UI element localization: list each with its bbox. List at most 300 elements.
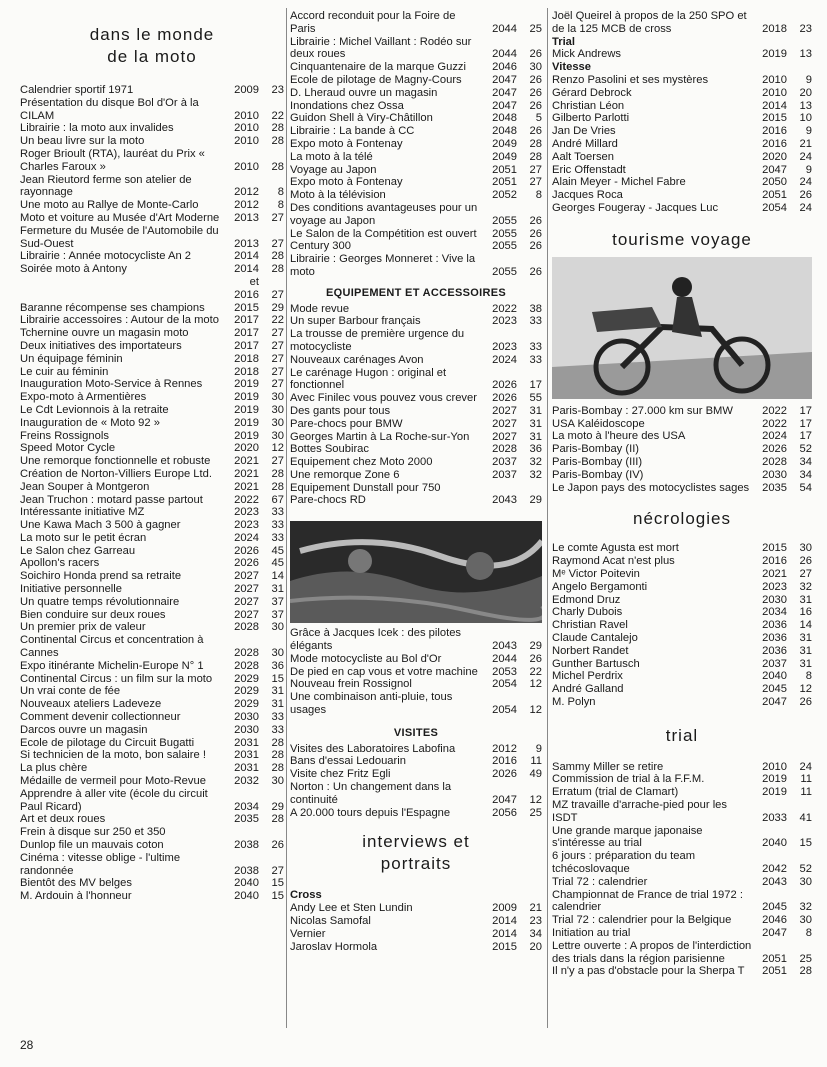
entry-page: 27 bbox=[799, 567, 812, 580]
entry-title bbox=[20, 660, 225, 673]
entry-title-text: Lettre ouverte : A propos de l'interdiction des trials dans la région parisienne bbox=[552, 939, 752, 965]
entry-issue: 2017 bbox=[234, 339, 259, 352]
entry-title-text: Bien conduire sur deux roues bbox=[20, 608, 166, 621]
entry-page: 31 bbox=[529, 417, 542, 430]
entry-issue: 2051 bbox=[492, 176, 517, 189]
section-title-line: interviews et bbox=[362, 832, 470, 852]
entry-title bbox=[20, 468, 225, 481]
entry-title-text: De pied en cap vous et votre machine bbox=[290, 665, 478, 678]
entry-page: 22 bbox=[529, 665, 542, 678]
entry-issue: 2016 bbox=[762, 555, 787, 568]
entry-page: 34 bbox=[799, 455, 812, 468]
entry-title-text: Librairie accessoires : Autour de la moto bbox=[20, 314, 219, 327]
entry-title-text: Visite chez Fritz Egli bbox=[290, 768, 391, 781]
entry-title bbox=[290, 328, 483, 354]
entry bbox=[20, 852, 284, 878]
entry bbox=[20, 494, 284, 507]
entry-title-text: USA Kaléidoscope bbox=[552, 417, 645, 430]
entry-issue: 2054 bbox=[492, 704, 517, 717]
entry-title-text: La moto à la télé bbox=[290, 150, 373, 163]
entry-title-text: Equipement Dunstall pour 750 bbox=[290, 481, 441, 494]
entry-issue: 2037 bbox=[762, 657, 787, 670]
entry-title-text: Le Salon chez Garreau bbox=[20, 544, 136, 557]
entry-issue: 2016 bbox=[762, 137, 787, 150]
entry-title-text: Freins Rossignols bbox=[20, 429, 109, 442]
entry-title bbox=[20, 391, 225, 404]
entry-title bbox=[290, 74, 483, 87]
entry bbox=[20, 468, 284, 481]
entry bbox=[552, 125, 812, 138]
entry-title bbox=[20, 877, 225, 890]
entry-title bbox=[552, 632, 753, 645]
entry bbox=[290, 902, 542, 915]
entry-title bbox=[552, 469, 753, 482]
entry-issue: 2023 bbox=[762, 580, 787, 593]
entry-page: 14 bbox=[271, 570, 284, 583]
entry-page: 28 bbox=[271, 736, 284, 749]
entry-title-text: Cinquantenaire de la marque Guzzi bbox=[290, 61, 466, 74]
entry-issue: 2047 bbox=[762, 163, 787, 176]
entry-title bbox=[290, 418, 483, 431]
entry bbox=[290, 164, 542, 177]
entry-title bbox=[552, 125, 753, 138]
entry-title-text: Paris-Bombay (IV) bbox=[552, 468, 644, 481]
entry bbox=[290, 691, 542, 717]
entry-issue: 2031 bbox=[234, 736, 259, 749]
entry-issue: 2029 bbox=[234, 698, 259, 711]
entry bbox=[552, 825, 812, 851]
entry-title bbox=[290, 456, 483, 469]
entry-title-text: Jean Souper à Montgeron bbox=[20, 480, 150, 493]
subsection-title-equipement: EQUIPEMENT ET ACCESSOIRES bbox=[325, 286, 507, 299]
entry-title bbox=[20, 122, 225, 135]
entry-title-text: Dunlop file un mauvais coton bbox=[20, 839, 164, 852]
entry-issue: 2035 bbox=[234, 813, 259, 826]
entry-title-text: Un beau livre sur la moto bbox=[20, 135, 145, 148]
entry bbox=[20, 813, 284, 826]
entry-issue: 2019 bbox=[762, 773, 787, 786]
entry bbox=[552, 786, 812, 799]
entry-page: 12 bbox=[529, 678, 542, 691]
entry bbox=[20, 839, 284, 852]
entry-issue: 2014 bbox=[234, 263, 259, 276]
entry-page: 36 bbox=[529, 443, 542, 456]
entry-title bbox=[20, 532, 225, 545]
entry-page: 29 bbox=[529, 494, 542, 507]
entry-title bbox=[20, 455, 225, 468]
entry-issue: 2012 bbox=[234, 199, 259, 212]
entry-title-text: Librairie : Michel Vaillant : Rodéo sur deux roues bbox=[290, 35, 472, 61]
entry-page: 30 bbox=[271, 416, 284, 429]
entry bbox=[20, 97, 284, 123]
entry-page: 28 bbox=[271, 762, 284, 775]
entry-issue: 2052 bbox=[492, 189, 517, 202]
entry-title-text: Librairie : la moto aux invalides bbox=[20, 122, 174, 135]
entry-page: 20 bbox=[799, 86, 812, 99]
entry-page: 27 bbox=[271, 352, 284, 365]
entry-title-text: Ecole de pilotage du Circuit Bugatti bbox=[20, 736, 195, 749]
entry-issue: 2014 bbox=[234, 250, 259, 263]
entry bbox=[290, 431, 542, 444]
entry bbox=[20, 621, 284, 634]
entry-title-text: Création de Norton-Villiers Europe Ltd. bbox=[20, 467, 212, 480]
entry-title-text: Ecole de pilotage de Magny-Cours bbox=[290, 73, 462, 86]
entry-issue: 2026 bbox=[234, 557, 259, 570]
entry-title-text: Une remorque fonctionnelle et robuste bbox=[20, 455, 211, 468]
entry-title bbox=[20, 673, 225, 686]
entry-issue: 2022 bbox=[762, 404, 787, 417]
entry-title-text: La trousse de première urgence du motocycliste bbox=[290, 328, 465, 353]
entry bbox=[290, 151, 542, 164]
entry-title-text: Jacques Roca bbox=[552, 189, 623, 202]
entry-issue: 2023 bbox=[234, 506, 259, 519]
entry bbox=[20, 634, 284, 660]
entry-title-text: Expo-moto à Armentières bbox=[20, 391, 147, 404]
entry-title bbox=[20, 481, 225, 494]
entry-title-text: Fermeture du Musée de l'Automobile du Sud-Ouest bbox=[20, 224, 219, 250]
entry-title bbox=[290, 482, 483, 495]
entry-issue: 2015 bbox=[762, 112, 787, 125]
entry bbox=[290, 87, 542, 100]
entry-title-text: Joël Queirel à propos de la 250 SPO et de la 125 MCB de cross bbox=[552, 10, 747, 35]
entry bbox=[20, 596, 284, 609]
entry-title-text: Vernier bbox=[290, 927, 326, 940]
entry-title-text: Christian Léon bbox=[552, 99, 625, 112]
entry-page: 8 bbox=[805, 927, 812, 940]
entry-list bbox=[290, 902, 542, 953]
entry bbox=[290, 928, 542, 941]
entry-title-text: Nouveaux ateliers Ladeveze bbox=[20, 698, 162, 711]
entry bbox=[20, 762, 284, 775]
entry-issue: 2014 bbox=[492, 915, 517, 928]
entry-title-text: MZ travaille d'arrache-pied pour les ISDT bbox=[552, 799, 727, 824]
entry-issue: 2013 bbox=[234, 211, 259, 224]
entry-page: 10 bbox=[799, 112, 812, 125]
entry-issue: 2021 bbox=[234, 455, 259, 468]
entry-list bbox=[290, 303, 542, 508]
entry-title-text: Médaille de vermeil pour Moto-Revue bbox=[20, 775, 206, 788]
entry-title bbox=[552, 443, 753, 456]
entry-title-text: Jean Rieutord ferme son atelier de rayonnage bbox=[20, 173, 192, 199]
entry-page: 26 bbox=[529, 99, 542, 112]
entry-title bbox=[552, 889, 753, 915]
entry-title-text: Librairie : La bande à CC bbox=[290, 125, 415, 138]
entry-issue: 2029 bbox=[234, 672, 259, 685]
entry-title bbox=[290, 902, 483, 915]
entry-page: 31 bbox=[799, 631, 812, 644]
entry-title-text: La moto sur le petit écran bbox=[20, 531, 147, 544]
entry-issue: 2047 bbox=[492, 793, 517, 806]
entry-issue: 2010 bbox=[234, 122, 259, 135]
entry-issue: 2010 bbox=[234, 160, 259, 173]
entry bbox=[20, 506, 284, 519]
entry-issue: 2021 bbox=[762, 567, 787, 580]
entry-title bbox=[290, 354, 483, 367]
entry-title bbox=[290, 367, 483, 393]
entry-title bbox=[20, 417, 225, 430]
entry-page: 11 bbox=[800, 786, 812, 799]
entry bbox=[552, 761, 812, 774]
entry-page: 31 bbox=[271, 583, 284, 596]
entry-issue: 2043 bbox=[492, 640, 517, 653]
entry-title-text: Apprendre à aller vite (école du circuit Paul Ricard) bbox=[20, 787, 208, 813]
entry-title-text: Michel Perdrix bbox=[552, 670, 623, 683]
entry-issue: 2019 bbox=[234, 429, 259, 442]
entry-title-text: Nouveau frein Rossignol bbox=[290, 678, 412, 691]
entry-page: 28 bbox=[271, 250, 284, 263]
entry-title bbox=[552, 965, 753, 978]
entry-page: 27 bbox=[271, 864, 284, 877]
entry-title-text: Bientôt des MV belges bbox=[20, 877, 132, 890]
entry-page: 33 bbox=[271, 506, 284, 519]
entry-title bbox=[290, 691, 483, 717]
entry-title-text: Nicolas Samofal bbox=[290, 915, 371, 928]
entry bbox=[20, 519, 284, 532]
entry-title bbox=[552, 176, 753, 189]
entry bbox=[20, 84, 284, 97]
entry bbox=[290, 768, 542, 781]
entry-issue: 2048 bbox=[492, 125, 517, 138]
entry-page: 5 bbox=[535, 112, 542, 125]
entry-page: 30 bbox=[799, 542, 812, 555]
entry-page: 26 bbox=[799, 555, 812, 568]
entry-issue: 2028 bbox=[234, 659, 259, 672]
entry-page: 28 bbox=[271, 160, 284, 173]
entry-title bbox=[290, 915, 483, 928]
entry-title-text: Norbert Randet bbox=[552, 644, 629, 657]
entry-title bbox=[552, 670, 753, 683]
entry-title-text: Le comte Agusta est mort bbox=[552, 542, 679, 555]
entry-title bbox=[552, 773, 753, 786]
entry-title bbox=[290, 678, 483, 691]
entry-issue: 2037 bbox=[492, 456, 517, 469]
entry-page: 24 bbox=[799, 150, 812, 163]
entry bbox=[20, 199, 284, 212]
entry bbox=[552, 914, 812, 927]
entry-title bbox=[20, 826, 225, 839]
entry-title bbox=[290, 138, 483, 151]
entry-title-text: Charly Dubois bbox=[552, 606, 623, 619]
entry-page: 37 bbox=[271, 608, 284, 621]
entry-title bbox=[552, 10, 753, 36]
entry bbox=[20, 391, 284, 404]
entry bbox=[552, 670, 812, 683]
entry-issue: 2047 bbox=[762, 695, 787, 708]
entry-title bbox=[552, 189, 753, 202]
entry-title bbox=[20, 327, 225, 340]
entry bbox=[552, 645, 812, 658]
entry bbox=[290, 666, 542, 679]
entry-title bbox=[290, 315, 483, 328]
entry-issue: 2026 bbox=[492, 392, 517, 405]
entry-issue: 2047 bbox=[492, 73, 517, 86]
entry-title bbox=[290, 627, 483, 653]
entry-page: 9 bbox=[535, 742, 542, 755]
entry-title bbox=[552, 876, 753, 889]
entry-title bbox=[552, 594, 753, 607]
entry bbox=[552, 430, 812, 443]
entry-title-text: Cinéma : vitesse oblige - l'ultime randonnée bbox=[20, 851, 181, 877]
entry-title bbox=[20, 174, 225, 200]
entry-issue: 2012 bbox=[234, 186, 259, 199]
entry-page: 28 bbox=[529, 137, 542, 150]
entry-page: 29 bbox=[271, 800, 284, 813]
entry-title bbox=[552, 74, 753, 87]
subsection-title-visites: VISITES bbox=[393, 726, 439, 739]
entry-page: 30 bbox=[271, 621, 284, 634]
entry-page: 12 bbox=[799, 683, 812, 696]
entry bbox=[20, 685, 284, 698]
entry-title-text: Erratum (trial de Clamart) bbox=[552, 786, 679, 799]
entry-title-text: Andy Lee et Sten Lundin bbox=[290, 902, 413, 915]
entry-page: 33 bbox=[271, 531, 284, 544]
entry-issue: 2050 bbox=[762, 176, 787, 189]
entry bbox=[552, 10, 812, 36]
entry-page: 11 bbox=[800, 773, 812, 786]
entry-issue: 2028 bbox=[762, 455, 787, 468]
entry bbox=[290, 315, 542, 328]
entry-title-text: Commission de trial à la F.F.M. bbox=[552, 773, 705, 786]
entry-title-text: Un équipage féminin bbox=[20, 352, 123, 365]
entry bbox=[290, 418, 542, 431]
entry-title bbox=[552, 48, 753, 61]
entry-title-text: Une moto au Rallye de Monte-Carlo bbox=[20, 199, 199, 212]
entry-title-text: Jaroslav Hormola bbox=[290, 940, 378, 953]
entry-title-text: Présentation du disque Bol d'Or à la CILAM bbox=[20, 96, 199, 122]
entry-title-text: Baranne récompense ses champions bbox=[20, 301, 205, 314]
entry-title bbox=[290, 10, 483, 36]
entry bbox=[20, 570, 284, 583]
entry-title bbox=[20, 250, 225, 263]
entry-page: 33 bbox=[271, 723, 284, 736]
column-right bbox=[552, 10, 812, 978]
entry-title-text: 6 jours : préparation du team tchécoslovaque bbox=[552, 850, 696, 876]
entry-title bbox=[20, 557, 225, 570]
entry-title-text: Art et deux roues bbox=[20, 813, 106, 826]
entry-issue: 2034 bbox=[762, 606, 787, 619]
entry-title-text: Trial 72 : calendrier bbox=[552, 875, 648, 888]
entry-title-text: Nouveaux carénages Avon bbox=[290, 353, 424, 366]
entry-issue: 2015 bbox=[234, 301, 259, 314]
entry-title bbox=[290, 928, 483, 941]
entry-issue: 2030 bbox=[234, 723, 259, 736]
entry-title bbox=[20, 685, 225, 698]
entry bbox=[290, 392, 542, 405]
entry bbox=[20, 366, 284, 379]
entry-page: 33 bbox=[529, 315, 542, 328]
entry-page: 15 bbox=[271, 890, 284, 903]
entry-title-text: Pare-chocs RD bbox=[290, 494, 366, 507]
entry-issue: 2009 bbox=[492, 902, 517, 915]
entry-title-text: Soirée moto à Antony bbox=[20, 263, 127, 276]
entry bbox=[20, 430, 284, 443]
entry-page: 27 bbox=[529, 176, 542, 189]
entry bbox=[552, 940, 812, 966]
entry-title-text: Expo itinérante Michelin-Europe N° 1 bbox=[20, 659, 204, 672]
entry-issue: 2019 bbox=[234, 403, 259, 416]
entry bbox=[290, 367, 542, 393]
entry-page: 27 bbox=[529, 163, 542, 176]
entry-issue: 2021 bbox=[234, 480, 259, 493]
entry-title-text: Christian Ravel bbox=[552, 619, 628, 632]
section-title-line: dans le monde bbox=[89, 25, 215, 44]
entry-title bbox=[552, 850, 753, 876]
entry-issue: 2028 bbox=[234, 647, 259, 660]
entry-page: 67 bbox=[271, 493, 284, 506]
entry-issue: 2053 bbox=[492, 665, 517, 678]
subsection-label-cross: Cross bbox=[290, 889, 322, 902]
entry bbox=[552, 418, 812, 431]
entry-issue: 2049 bbox=[492, 150, 517, 163]
entry-title bbox=[20, 97, 225, 123]
entry-title bbox=[552, 914, 753, 927]
entry-list bbox=[20, 84, 284, 903]
entry-title-text: Une remorque Zone 6 bbox=[290, 468, 400, 481]
entry-page: 26 bbox=[529, 214, 542, 227]
entry bbox=[20, 788, 284, 814]
entry-title-text: Paris-Bombay : 27.000 km sur BMW bbox=[552, 404, 733, 417]
entry bbox=[552, 965, 812, 978]
entry bbox=[20, 135, 284, 148]
entry-page: 33 bbox=[271, 519, 284, 532]
entry-title-text: Initiative personnelle bbox=[20, 583, 122, 596]
entry bbox=[20, 737, 284, 750]
entry-title bbox=[290, 87, 483, 100]
entry-issue: 2055 bbox=[492, 227, 517, 240]
entry bbox=[290, 354, 542, 367]
entry-issue: 2040 bbox=[234, 877, 259, 890]
entry-issue: 2040 bbox=[762, 837, 787, 850]
entry-title bbox=[20, 762, 225, 775]
entry-title-text: Mᵉ Victor Poitevin bbox=[552, 567, 640, 580]
entry-issue: 2027 bbox=[234, 608, 259, 621]
entry bbox=[290, 678, 542, 691]
entry bbox=[20, 455, 284, 468]
entry bbox=[552, 469, 812, 482]
entry-page: 31 bbox=[799, 644, 812, 657]
entry-list bbox=[552, 761, 812, 979]
entry-title bbox=[552, 683, 753, 696]
entry-title bbox=[290, 666, 483, 679]
entry-issue: et 2016 bbox=[234, 275, 259, 301]
entry-page: 25 bbox=[529, 806, 542, 819]
entry-issue: 2018 bbox=[234, 365, 259, 378]
entry-page: 15 bbox=[271, 877, 284, 890]
entry-page: 31 bbox=[799, 657, 812, 670]
entry-issue: 2031 bbox=[234, 749, 259, 762]
entry-title bbox=[290, 494, 483, 507]
entry-issue: 2044 bbox=[492, 652, 517, 665]
entry-title bbox=[290, 469, 483, 482]
entry-title bbox=[290, 125, 483, 138]
entry bbox=[20, 660, 284, 673]
entry-title-text: Intéressante initiative MZ bbox=[20, 506, 145, 519]
entry bbox=[20, 327, 284, 340]
section-title-line: portraits bbox=[380, 854, 452, 874]
entry-page: 28 bbox=[529, 150, 542, 163]
entry-page: 27 bbox=[271, 455, 284, 468]
entry-page: 13 bbox=[799, 99, 812, 112]
entry-issue: 2051 bbox=[762, 952, 787, 965]
entry bbox=[20, 545, 284, 558]
entry-page: 28 bbox=[271, 749, 284, 762]
entry-page: 33 bbox=[271, 711, 284, 724]
entry-issue: 2048 bbox=[492, 112, 517, 125]
entry-title bbox=[20, 545, 225, 558]
entry-issue: 2030 bbox=[762, 468, 787, 481]
entry-issue: 2026 bbox=[234, 544, 259, 557]
entry-title bbox=[552, 645, 753, 658]
